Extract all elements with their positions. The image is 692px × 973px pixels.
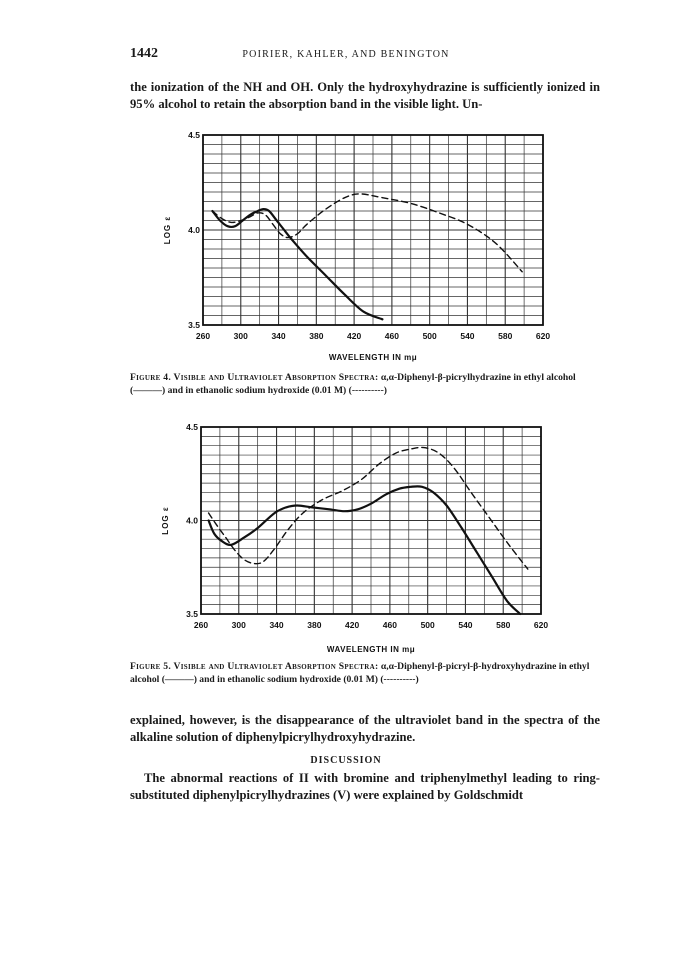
x-tick-label: 620 <box>533 620 549 630</box>
x-tick-label: 580 <box>496 620 511 630</box>
x-tick-label: 300 <box>231 620 246 630</box>
figure-4-caption <box>130 371 600 397</box>
x-tick-label: 540 <box>458 620 473 630</box>
x-tick-label: 460 <box>384 331 399 341</box>
x-tick-label: 260 <box>193 620 209 630</box>
running-head: POIRIER, KAHLER, AND BENINGTON <box>242 49 450 60</box>
x-tick-label: 460 <box>382 620 397 630</box>
y-axis-label: LOG ε <box>161 506 170 535</box>
x-tick-label: 580 <box>498 331 513 341</box>
paragraph-intro: the ionization of the NH and OH. Only the hydroxyhydrazine is sufficiently ionized in 95% alcohol to retain the absorption band in the visible light. Un- <box>130 80 600 111</box>
series-line-naoh <box>209 447 528 569</box>
x-tick-label: 620 <box>535 331 551 341</box>
y-tick-label: 4.0 <box>188 225 200 235</box>
y-tick-label: 3.5 <box>188 320 200 330</box>
plot-frame <box>201 427 541 614</box>
paragraph-explained: explained, however, is the disappearance of the ultraviolet band in the spectra of the alkaline solution of diphenylpicrylhydroxyhydrazine. <box>130 713 600 744</box>
paragraph-discussion: The abnormal reactions of II with bromine and triphenylmethyl leading to ring-substituted diphenylpicrylhydrazines (V) were explained by Goldschmidt <box>130 771 600 802</box>
figure-5-text: α,α-Diphenyl-β-picryl-β-hydroxyhydrazine in ethyl alcohol (———) and in ethanolic sodium hydroxide (0.01 M) (----------) <box>130 661 590 685</box>
x-tick-label: 340 <box>269 620 284 630</box>
plot-frame <box>203 135 543 325</box>
figure-5-title: Visible and Ultraviolet Absorption Spectra: <box>173 661 379 672</box>
x-tick-label: 540 <box>460 331 475 341</box>
series-line-ethanol <box>212 209 382 319</box>
page-number: 1442 <box>130 46 158 61</box>
series-line-naoh <box>212 194 522 272</box>
x-axis-label: WAVELENGTH IN mμ <box>328 353 418 362</box>
y-tick-label: 4.5 <box>188 130 200 140</box>
discussion-heading: DISCUSSION <box>310 755 382 766</box>
x-tick-label: 300 <box>233 331 248 341</box>
x-tick-label: 380 <box>309 331 324 341</box>
y-axis-label: LOG ε <box>163 215 172 245</box>
y-tick-label: 3.5 <box>186 609 198 619</box>
x-tick-label: 420 <box>345 620 360 630</box>
x-tick-label: 500 <box>422 331 437 341</box>
series-line-ethanol <box>209 486 521 614</box>
x-tick-label: 380 <box>307 620 322 630</box>
x-axis-label: WAVELENGTH IN mμ <box>326 645 416 654</box>
y-tick-label: 4.0 <box>186 515 198 526</box>
figure-5-label: Figure 5. <box>130 661 172 672</box>
figure-4-text: α,α-Diphenyl-β-picrylhydrazine in ethyl alcohol (———) and in ethanolic sodium hydroxide (0.01 M) (----------) <box>130 372 576 396</box>
chart-5-grid <box>201 427 541 614</box>
x-tick-label: 340 <box>271 331 286 341</box>
x-tick-label: 420 <box>347 331 362 341</box>
x-tick-label: 500 <box>420 620 435 630</box>
figure-5-caption <box>130 660 600 686</box>
y-tick-label: 4.5 <box>186 422 198 432</box>
figure-4-title: Visible and Ultraviolet Absorption Spectra: <box>173 372 379 383</box>
chart-4-grid <box>203 135 543 325</box>
x-tick-label: 260 <box>195 331 211 341</box>
figure-4-label: Figure 4. <box>130 372 172 383</box>
